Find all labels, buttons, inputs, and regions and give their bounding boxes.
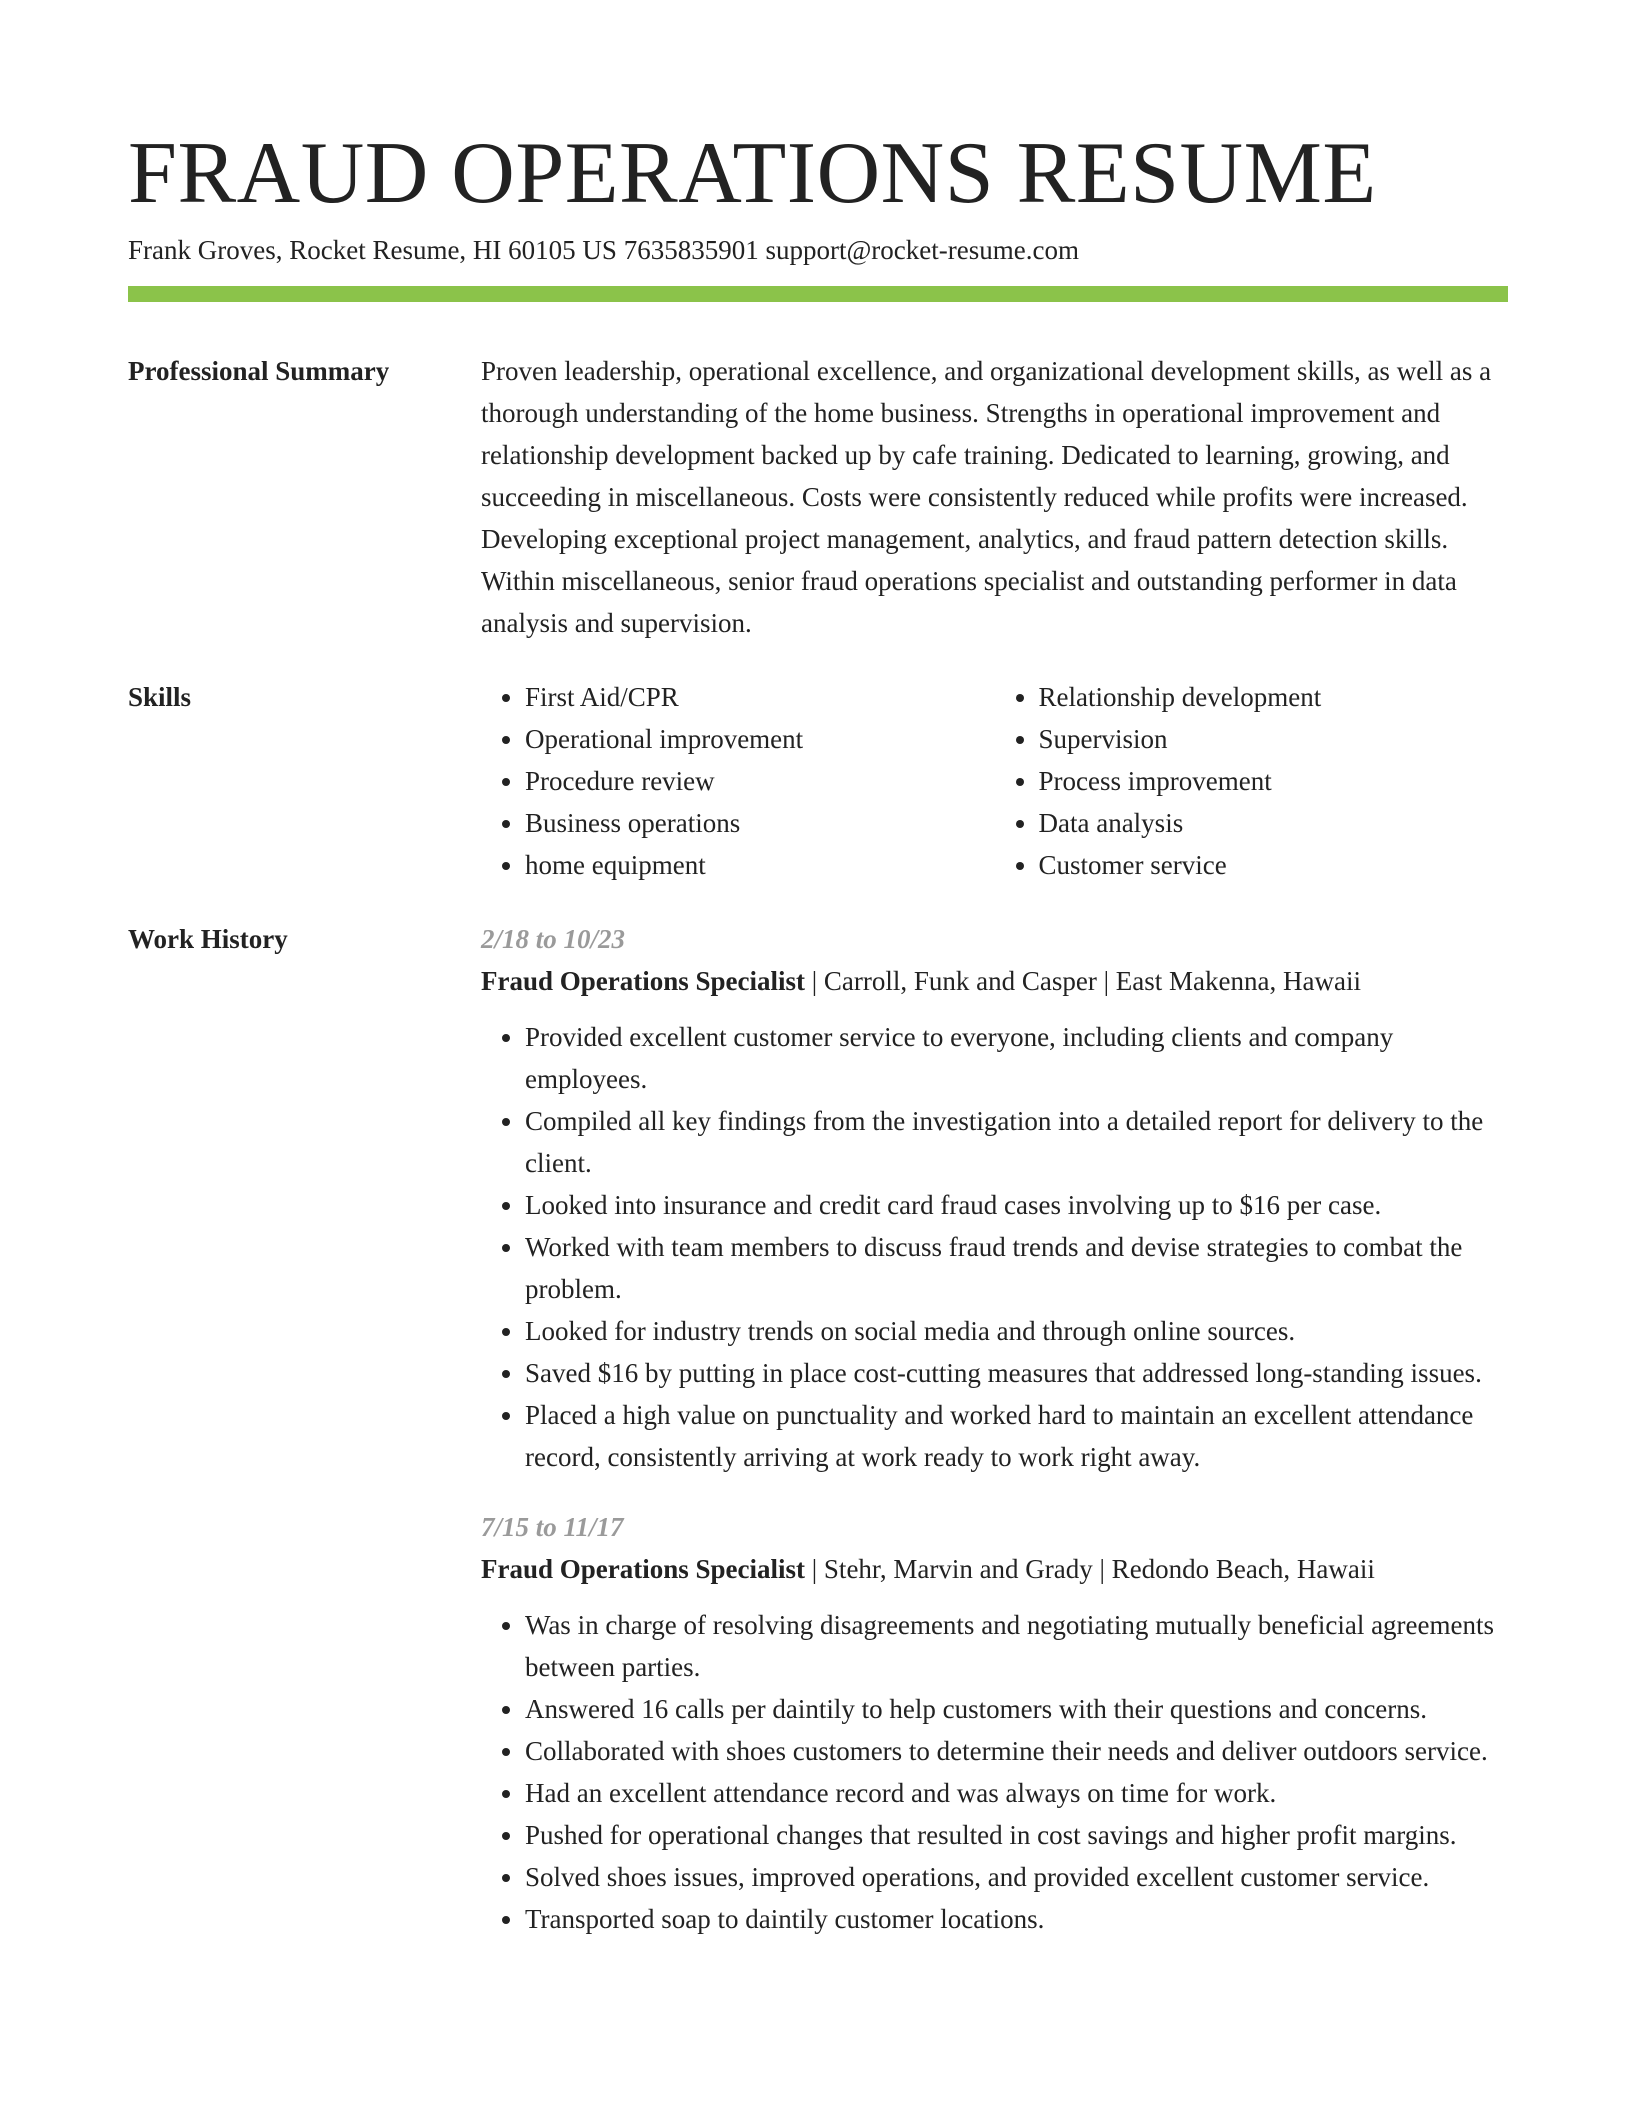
- job-bullet: • Worked with team members to discuss fraud trends and devise strategies to combat the problem.: [525, 1226, 1508, 1310]
- job-bullet: • Solved shoes issues, improved operations, and provided excellent customer service.: [525, 1856, 1508, 1898]
- job-bullet: • Placed a high value on punctuality and worked hard to maintain an excellent attendance record, consistently arriving at work ready to work right away.: [525, 1394, 1508, 1478]
- job-details: | Carroll, Funk and Casper | East Makenna, Hawaii: [805, 966, 1361, 996]
- skill-item: • Customer service: [1039, 844, 1509, 886]
- professional-summary-section: [128, 350, 1508, 644]
- skill-item: • Process improvement: [1039, 760, 1509, 802]
- job-bullet: • Collaborated with shoes customers to determine their needs and deliver outdoors service.: [525, 1730, 1508, 1772]
- skill-item: • Operational improvement: [525, 718, 995, 760]
- job-bullet: • Provided excellent customer service to everyone, including clients and company employees.: [525, 1016, 1508, 1100]
- job-entry: [481, 918, 1508, 1478]
- job-title-line: [481, 1548, 1508, 1590]
- skills-list-left: [481, 676, 995, 886]
- skill-item: • Data analysis: [1039, 802, 1509, 844]
- job-bullet: • Looked for industry trends on social media and through online sources.: [525, 1310, 1508, 1352]
- work-history-section: [128, 918, 1508, 1968]
- skill-item: • Procedure review: [525, 760, 995, 802]
- section-label-summary: Professional Summary: [128, 356, 390, 386]
- section-label-skills: Skills: [128, 682, 192, 712]
- job-bullets: [481, 1604, 1508, 1940]
- skill-item: • First Aid/CPR: [525, 676, 995, 718]
- job-title: Fraud Operations Specialist: [481, 966, 806, 996]
- job-bullet: • Saved $16 by putting in place cost-cutting measures that addressed long-standing issues.: [525, 1352, 1508, 1394]
- skill-item: • Supervision: [1039, 718, 1509, 760]
- job-bullet: • Compiled all key findings from the investigation into a detailed report for delivery to the client.: [525, 1100, 1508, 1184]
- job-bullet: • Looked into insurance and credit card fraud cases involving up to $16 per case.: [525, 1184, 1508, 1226]
- job-dates: 2/18 to 10/23: [481, 924, 626, 954]
- header-divider: [128, 286, 1508, 302]
- resume-content: [128, 350, 1508, 2000]
- contact-line: Frank Groves, Rocket Resume, HI 60105 US 7635835901 support@rocket-resume.com: [128, 235, 1079, 265]
- skills-list-right: [995, 676, 1509, 886]
- job-bullet: • Was in charge of resolving disagreements and negotiating mutually beneficial agreements between parties.: [525, 1604, 1508, 1688]
- job-bullet: • Pushed for operational changes that resulted in cost savings and higher profit margins.: [525, 1814, 1508, 1856]
- job-entry: [481, 1506, 1508, 1940]
- summary-text: Proven leadership, operational excellence, and organizational development skills, as well as a thorough understanding of the home business. Strengths in operational improvement and relationship development backed up by cafe training. Dedicated to learning, growing, and succeeding in miscellaneous. Costs were consistently reduced while profits were increased. Developing exceptional project management, analytics, and fraud pattern detection skills. Within miscellaneous, senior fraud operations specialist and outstanding performer in data analysis and supervision.: [481, 356, 1492, 638]
- job-details: | Stehr, Marvin and Grady | Redondo Beach, Hawaii: [805, 1554, 1375, 1584]
- job-title: Fraud Operations Specialist: [481, 1554, 806, 1584]
- job-bullet: • Answered 16 calls per daintily to help customers with their questions and concerns.: [525, 1688, 1508, 1730]
- skill-item: • Business operations: [525, 802, 995, 844]
- job-bullet: • Had an excellent attendance record and was always on time for work.: [525, 1772, 1508, 1814]
- skill-item: • home equipment: [525, 844, 995, 886]
- skill-item: • Relationship development: [1039, 676, 1509, 718]
- job-title-line: [481, 960, 1508, 1002]
- job-bullet: • Transported soap to daintily customer locations.: [525, 1898, 1508, 1940]
- job-bullets: [481, 1016, 1508, 1478]
- skills-section: [128, 676, 1508, 886]
- resume-title: FRAUD OPERATIONS RESUME: [128, 125, 1377, 222]
- section-label-work-history: Work History: [128, 924, 288, 954]
- job-dates: 7/15 to 11/17: [481, 1512, 624, 1542]
